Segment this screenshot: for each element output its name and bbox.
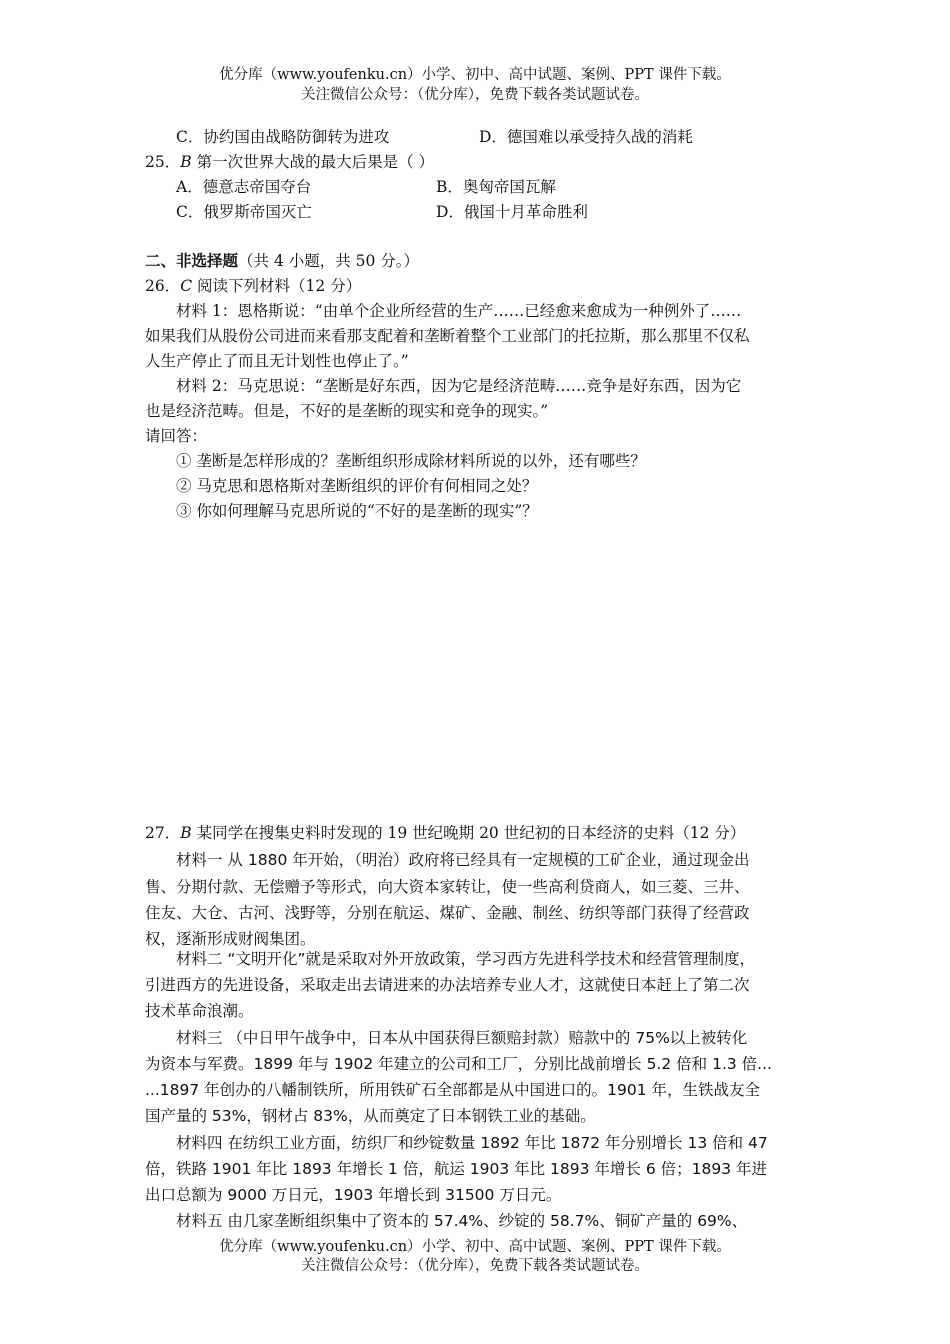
- q27-material-line: 材料四 在纺织工业方面，纺织厂和纱锭数量 1892 年比 1872 年分别增长 13 倍和 47: [176, 1134, 768, 1152]
- q26-stem-line: [145, 276, 361, 296]
- q27-material-line: 技术革命浪潮。: [145, 1002, 254, 1020]
- q26-material2-line2: 也是经济范畴。但是，不好的是垄断的现实和竞争的现实。”: [145, 402, 549, 420]
- q27-number: 27．: [145, 824, 181, 842]
- q27-material-line: 倍，铁路 1901 年比 1893 年增长 1 倍，航运 1903 年比 1893 年增长 6 倍；1893 年进: [145, 1160, 768, 1178]
- q27-stem-line: [145, 823, 745, 843]
- q27-material-line: 材料一 从 1880 年开始，（明治）政府将已经具有一定规模的工矿企业，通过现金出: [176, 851, 750, 869]
- q24-option-c: C．协约国由战略防御转为进攻: [176, 128, 390, 146]
- q26-subquestion-1: ① 垄断是怎样形成的？垄断组织形成除材料所说的以外，还有哪些？: [176, 452, 646, 470]
- q27-material-line: 材料五 由几家垄断组织集中了资本的 57.4%、纱锭的 58.7%、铜矿产量的 69%、: [176, 1212, 748, 1230]
- q25-option-b: B．奥匈帝国瓦解: [436, 178, 556, 196]
- q24-option-d: D．德国难以承受持久战的消耗: [479, 128, 693, 146]
- q25-number: 25．: [145, 153, 181, 171]
- q27-material-line: 权，逐渐形成财阀集团。: [145, 930, 316, 948]
- q26-ask: 请回答：: [145, 427, 208, 445]
- q26-level: C: [180, 277, 193, 295]
- footer-line-2: 关注微信公众号：（优分库），免费下载各类试题试卷。: [301, 1258, 649, 1274]
- q26-material1-line1: 材料 1：恩格斯说：“由单个企业所经营的生产……已经愈来愈成为一种例外了……: [176, 302, 742, 320]
- q27-material-line: 售、分期付款、无偿赠予等形式，向大资本家转让，使一些高利贷商人，如三菱、三井、: [145, 878, 750, 896]
- header-line-2: 关注微信公众号：（优分库），免费下载各类试题试卷。: [301, 87, 649, 103]
- q27-material-line: 出口总额为 9000 万日元，1903 年增长到 31500 万日元。: [145, 1186, 562, 1204]
- q25-option-d: D．俄国十月革命胜利: [436, 203, 588, 221]
- q27-level: B: [180, 824, 192, 842]
- q26-number: 26．: [145, 277, 181, 295]
- q27-material-line: 为资本与军费。1899 年与 1902 年建立的公司和工厂，分别比战前增长 5.2 倍和 1.3 倍...: [145, 1055, 772, 1073]
- section2-heading: [145, 251, 419, 271]
- q27-stem: 某同学在搜集史料时发现的 19 世纪晚期 20 世纪初的日本经济的史料（12 分）: [196, 824, 746, 842]
- q25-option-a: A．德意志帝国夺台: [176, 178, 312, 196]
- q27-material-line: 材料二 “文明开化”就是采取对外开放政策，学习西方先进科学技术和经营管理制度，: [176, 950, 755, 968]
- q27-material-line: 国产量的 53%，钢材占 83%，从而奠定了日本钢铁工业的基础。: [145, 1107, 596, 1125]
- header-line-1: 优分库（www.youfenku.cn）小学、初中、高中试题、案例、PPT 课件下载。: [219, 67, 731, 83]
- q26-material1-line2: 如果我们从股份公司进而来看那支配着和垄断着整个工业部门的托拉斯，那么那里不仅私: [145, 327, 750, 345]
- q26-material1-line3: 人生产停止了而且无计划性也停止了。”: [145, 352, 409, 370]
- q26-material2-line1: 材料 2：马克思说：“垄断是好东西，因为它是经济范畴……竞争是好东西，因为它: [176, 377, 742, 395]
- section2-note: （共 4 小题，共 50 分。）: [238, 252, 420, 270]
- q27-material-line: 住友、大仓、古河、浅野等，分别在航运、煤矿、金融、制丝、纺织等部门获得了经营政: [145, 904, 750, 922]
- q25-stem-line: [145, 152, 434, 172]
- q26-subquestion-2: ② 马克思和恩格斯对垄断组织的评价有何相同之处？: [176, 477, 538, 495]
- q25-level: B: [180, 153, 192, 171]
- q25-stem: 第一次世界大战的最大后果是（ ）: [196, 153, 434, 171]
- footer-line-1: 优分库（www.youfenku.cn）小学、初中、高中试题、案例、PPT 课件下载。: [219, 1239, 731, 1255]
- q26-stem: 阅读下列材料（12 分）: [197, 277, 362, 295]
- q25-option-c: C．俄罗斯帝国灭亡: [176, 203, 312, 221]
- q27-material-line: ...1897 年创办的八幡制铁所，所用铁矿石全部都是从中国进口的。1901 年，生铁战友全: [145, 1081, 761, 1099]
- q27-material-line: 引进西方的先进设备，采取走出去请进来的办法培养专业人才，这就使日本赶上了第二次: [145, 976, 750, 994]
- q26-subquestion-3: ③ 你如何理解马克思所说的“不好的是垄断的现实”？: [176, 502, 538, 520]
- q27-material-line: 材料三 （中日甲午战争中，日本从中国获得巨额赔封款）赔款中的 75%以上被转化: [176, 1029, 748, 1047]
- section2-title: 二、非选择题: [145, 251, 239, 270]
